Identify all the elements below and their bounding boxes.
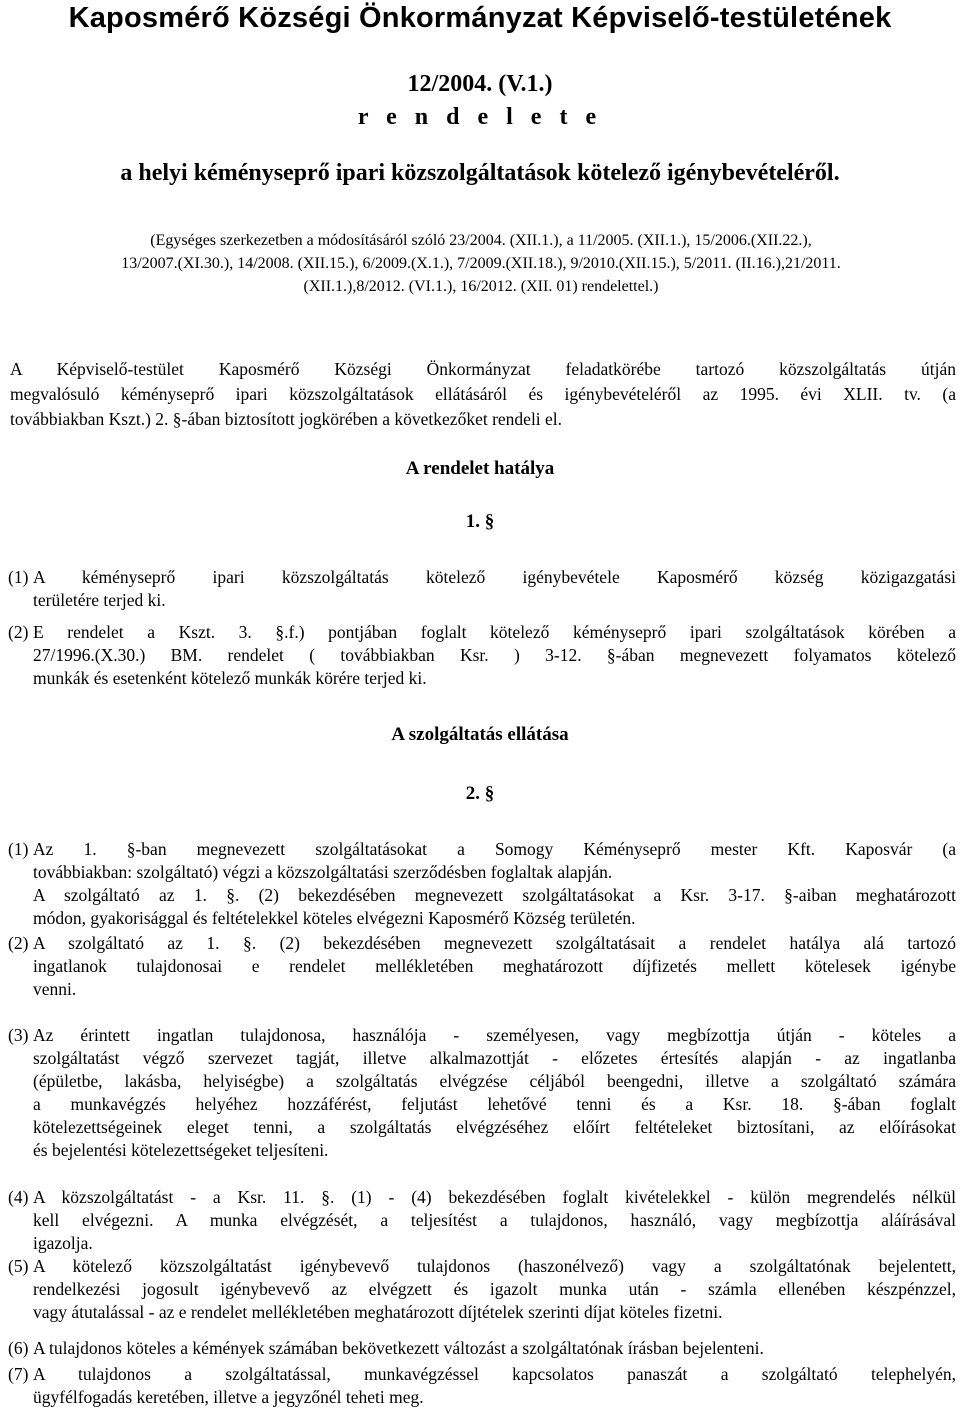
subsection-number: (2) (8, 933, 29, 953)
subsection-text (33, 621, 956, 690)
text-line: A kéményseprő ipari közszolgáltatás kötelező igénybevétele Kaposmérő község közigazgatási (33, 567, 956, 587)
text-line: szolgáltatást végző szervezet tagját, illetve alkalmazottját - előzetes értesítés alapján - az ingatlanba (33, 1048, 956, 1068)
text-line: és bejelentési kötelezettségeket teljesíteni. (33, 1140, 329, 1160)
text-line: igazolja. (33, 1233, 93, 1253)
subsection-number: (3) (8, 1025, 29, 1045)
text-line: rendelkezési jogosult igénybevevő az elvégzett és igazolt munka után - számla ellenében készpénzzel, (33, 1279, 956, 1299)
decree-number: 12/2004. (V.1.) (407, 71, 553, 97)
text-line: kell elvégezni. A munka elvégzését, a teljesítést a tulajdonos, használó, vagy megbízottja aláírásával (33, 1210, 956, 1230)
subsection-text (33, 1337, 956, 1360)
preamble-line: megvalósuló kéményseprő ipari közszolgáltatások ellátásáról és igénybevételéről az 1995. évi XLII. tv. (a (10, 384, 956, 404)
text-line: E rendelet a Kszt. 3. §.f.) pontjában foglalt kötelező kéményseprő ipari szolgáltatások körében a (33, 622, 956, 642)
consolidation-line: (XII.1.),8/2012. (VI.1.), 16/2012. (XII. 01) rendelettel.) (303, 278, 659, 295)
document-title: Kaposmérő Községi Önkormányzat Képviselő-testületének (68, 2, 892, 34)
text-line: vagy átutalással - az e rendelet mellékletében meghatározott díjtételek szerinti díjat köteles fizetni. (33, 1302, 723, 1322)
decree-subject: a helyi kéményseprő ipari közszolgáltatások kötelező igénybevételéről. (120, 160, 840, 186)
subsection-number: (1) (8, 567, 29, 587)
consolidation-note (30, 229, 932, 298)
text-line: A szolgáltató az 1. §. (2) bekezdésében megnevezett szolgáltatásait a rendelet hatálya alá tartozó (33, 933, 956, 953)
text-line: Az érintett ingatlan tulajdonosa, használója - személyesen, vagy megbízottja útján - köteles a (33, 1025, 956, 1045)
text-line: venni. (33, 979, 77, 999)
paragraph-number: 2. § (465, 783, 495, 804)
text-line: munkák és esetenként kötelező munkák körére terjed ki. (33, 668, 427, 688)
text-line: A szolgáltató az 1. §. (2) bekezdésében megnevezett szolgáltatásokat a Ksr. 3-17. §-aiban meghatározott (33, 885, 956, 905)
subsection-number: (4) (8, 1187, 29, 1207)
subsection-text (33, 566, 956, 612)
subsection-number: (5) (8, 1256, 29, 1276)
text-line: ingatlanok tulajdonosai e rendelet mellékletében meghatározott díjfizetés mellett kötelesek igénybe (33, 956, 956, 976)
paragraph-number: 1. § (465, 511, 495, 532)
subsection-text (33, 1255, 956, 1324)
subsection-number: (6) (8, 1338, 29, 1358)
preamble-line: A Képviselő-testület Kaposmérő Községi Önkormányzat feladatkörébe tartozó közszolgáltatás útján (10, 359, 956, 379)
subsection-number: (2) (8, 622, 29, 642)
text-line: A tulajdonos a szolgáltatással, munkavégzéssel kapcsolatos panaszát a szolgáltató telephelyén, (33, 1364, 956, 1384)
preamble-line: továbbiakban Kszt.) 2. §-ában biztosított jogkörében a következőket rendeli el. (10, 409, 563, 429)
subsection-text (33, 838, 956, 930)
text-line: A tulajdonos köteles a kémények számában bekövetkezett változást a szolgáltatónak írásban bejelenteni. (33, 1338, 764, 1358)
subsection-text (33, 1024, 956, 1162)
section-heading: A rendelet hatálya (405, 458, 555, 479)
subsection-text (33, 932, 956, 1001)
section-heading: A szolgáltatás ellátása (391, 724, 569, 745)
text-line: 27/1996.(X.30.) BM. rendelet ( továbbiakban Ksr. ) 3-12. §-ában megnevezett folyamatos kötelező (33, 645, 956, 665)
text-line: (épületbe, lakásba, helyiségbe) a szolgáltatás elvégzése céljából beengedni, illetve a szolgáltató számára (33, 1071, 956, 1091)
consolidation-line: (Egységes szerkezetben a módosításáról szóló 23/2004. (XII.1.), a 11/2005. (XII.1.), 15/2006.(XII.22.), (150, 232, 812, 249)
text-line: kötelezettségeinek eleget tenni, a szolgáltatás elvégzéséhez előírt feltételeket biztosítani, az előírásokat (33, 1117, 956, 1137)
preamble (10, 357, 956, 432)
text-line: a munkavégzés helyéhez hozzáférést, feljutást lehetővé tenni és a Ksr. 18. §-ában foglalt (33, 1094, 956, 1114)
decree-type: r e n d e l e t e (357, 104, 603, 130)
subsection-number: (1) (8, 839, 29, 859)
consolidation-line: 13/2007.(XI.30.), 14/2008. (XII.15.), 6/2009.(X.1.), 7/2009.(XII.18.), 9/2010.(XII.15.), 5/2011. (II.16.),21/2011. (121, 255, 841, 272)
subsection-text (33, 1363, 956, 1409)
text-line: területére terjed ki. (33, 590, 166, 610)
subsection-text (33, 1186, 956, 1255)
text-line: A közszolgáltatást - a Ksr. 11. §. (1) - (4) bekezdésében foglalt kivételekkel - külön megrendelés nélkül (33, 1187, 956, 1207)
text-line: Az 1. §-ban megnevezett szolgáltatásokat a Somogy Kéményseprő mester Kft. Kaposvár (a (33, 839, 956, 859)
text-line: módon, gyakorisággal és feltételekkel köteles elvégezni Kaposmérő Község területén. (33, 908, 636, 928)
subsection-number: (7) (8, 1364, 29, 1384)
text-line: ügyfélfogadás keretében, illetve a jegyzőnél teheti meg. (33, 1387, 424, 1407)
text-line: A kötelező közszolgáltatást igénybevevő tulajdonos (haszonélvező) vagy a szolgáltatónak bejelentett, (33, 1256, 956, 1276)
text-line: továbbiakban: szolgáltató) végzi a közszolgáltatási szerződésben foglaltak alapján. (33, 862, 613, 882)
